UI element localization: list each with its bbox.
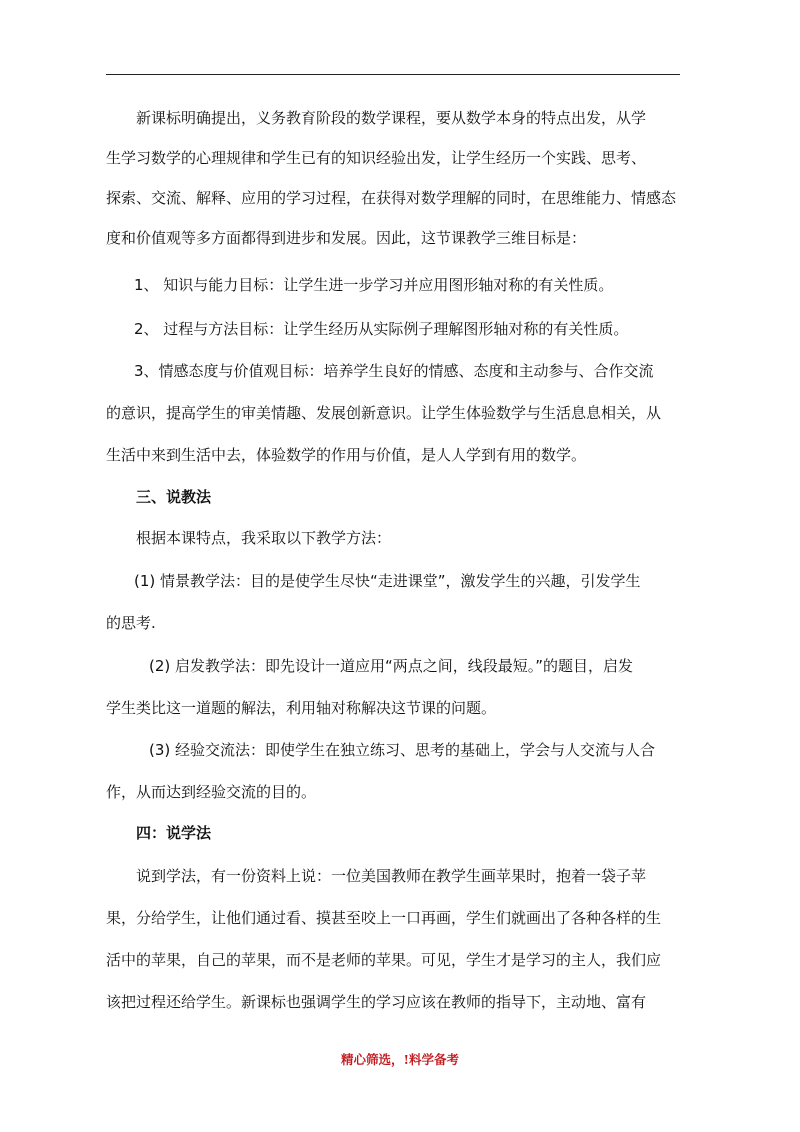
method-item-3: (3) 经验交流法：即使学生在独立练习、思考的基础上，学会与人交流与人合 (149, 741, 656, 759)
paragraph-line: 该把过程还给学生。新课标也强调学生的学习应该在教师的指导下，主动地、富有 (106, 993, 647, 1011)
paragraph-line: 探索、交流、解释、应用的学习过程，在获得对数学理解的同时，在思维能力、情感态 (106, 189, 677, 207)
paragraph-line: 果，分给学生，让他们通过看、摸甚至咬上一口再画，学生们就画出了各种各样的生 (106, 909, 662, 927)
paragraph-line: 作，从而达到经验交流的目的。 (106, 783, 317, 801)
goal-item-1: 1、 知识与能力目标：让学生进一步学习并应用图形轴对称的有关性质。 (134, 276, 614, 294)
paragraph-line: 根据本课特点，我采取以下教学方法： (136, 529, 392, 547)
paragraph-line: 新课标明确提出，义务教育阶段的数学课程，要从数学本身的特点出发，从学 (136, 109, 647, 127)
goal-item-3: 3、情感态度与价值观目标：培养学生良好的情感、态度和主动参与、合作交流 (134, 362, 654, 380)
section-heading-learning-method: 四：说学法 (136, 824, 212, 842)
footer-watermark: 精心筛选，!料学备考 (341, 1052, 459, 1067)
method-item-2: (2) 启发教学法：即先设计一道应用“两点之间，线段最短。”的题目，启发 (149, 657, 634, 675)
paragraph-line: 学生类比这一道题的解法，利用轴对称解决这节课的问题。 (106, 699, 497, 717)
paragraph-line: 生学习数学的心理规律和学生已有的知识经验出发，让学生经历一个实践、思考、 (106, 149, 647, 167)
paragraph-line: 度和价值观等多方面都得到进步和发展。因此，这节课教学三维目标是： (106, 229, 587, 247)
method-item-1: (1) 情景教学法：目的是使学生尽快“走进课堂”，激发学生的兴趣，引发学生 (134, 572, 641, 590)
paragraph-line: 说到学法，有一份资料上说：一位美国教师在教学生画苹果时，抱着一袋子苹 (136, 867, 647, 885)
paragraph-line: 生活中来到生活中去，体验数学的作用与价值，是人人学到有用的数学。 (106, 446, 587, 464)
section-heading-teaching-method: 三、说教法 (136, 488, 212, 506)
header-rule (106, 74, 680, 75)
paragraph-line: 活中的苹果，自己的苹果，而不是老师的苹果。可见，学生才是学习的主人，我们应 (106, 951, 662, 969)
paragraph-line: 的思考. (106, 614, 156, 632)
paragraph-line: 的意识，提高学生的审美情趣、发展创新意识。让学生体验数学与生活息息相关，从 (106, 404, 662, 422)
goal-item-2: 2、 过程与方法目标：让学生经历从实际例子理解图形轴对称的有关性质。 (134, 320, 629, 338)
